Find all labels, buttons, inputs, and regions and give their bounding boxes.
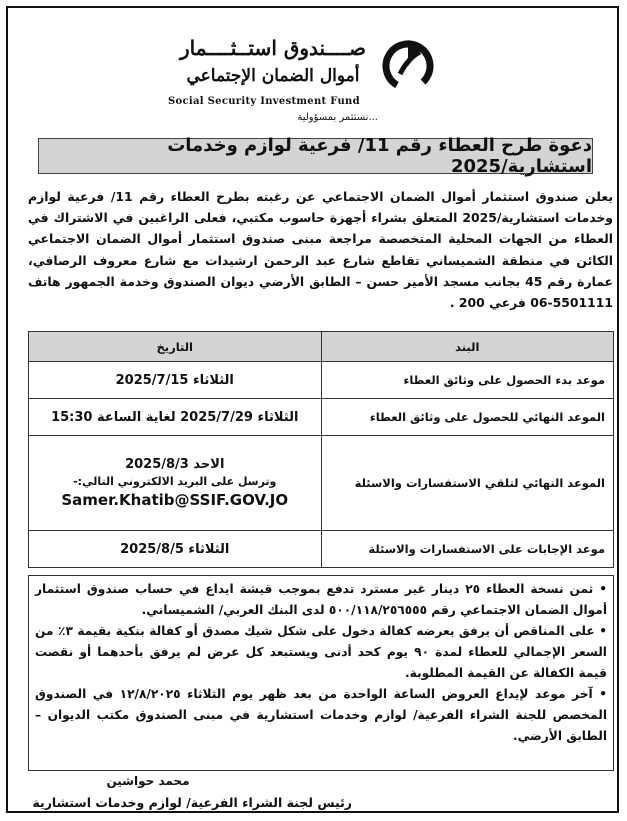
row-item: الموعد النهائي للحصول على وثائق العطاء — [321, 399, 614, 436]
row-date: الاحد 2025/8/3 — [125, 457, 225, 472]
table-row — [29, 399, 614, 436]
row-date: الثلاثاء 2025/8/5 — [29, 531, 322, 568]
org-name-ar-line2: أموال الضمان الإجتماعي — [186, 66, 360, 86]
table-row — [29, 362, 614, 399]
term-item: • آخر موعد لإيداع العروض الساعة الواحدة من بعد ظهر يوم الثلاثاء ١٢/٨/٢٠٢٥ في الصندوق المخصص للجنة الشراء الفرعية/ لوازم وخدمات استشارية في مبنى الصندوق مكتب الديوان – الطابق الأرضي. — [35, 687, 607, 743]
header — [8, 24, 617, 124]
signatory-title: رئيس لجنة الشراء الفرعية/ لوازم وخدمات استشارية — [32, 795, 352, 810]
advertisement-frame — [6, 6, 619, 813]
row-date: الثلاثاء 2025/7/15 — [29, 362, 322, 399]
row-date: الثلاثاء 2025/7/29 لغاية الساعة 15:30 — [29, 399, 322, 436]
header-date: التاريخ — [29, 332, 322, 362]
term-item: • على المناقص أن يرفق بعرضه كفالة دخول على شكل شيك مصدق أو كفالة بنكية بقيمة ٣٪ من السعر الإجمالي للعطاء لمدة ٩٠ يوم كحد أدنى ويستبعد كل عرض لم يرفق بأحدهما أو نقصت قيمة الكفالة عن القيمة المطلوبة. — [35, 624, 607, 680]
row-item: موعد بدء الحصول على وثائق العطاء — [321, 362, 614, 399]
fund-emblem-icon — [378, 34, 438, 94]
tender-title: دعوة طرح العطاء رقم 11/ فرعية لوازم وخدمات استشارية/2025 — [38, 138, 593, 174]
intro-paragraph: يعلن صندوق استثمار أموال الضمان الاجتماعي عن رغبته بطرح العطاء رقم 11/ فرعية لوازم وخدمات استشارية/2025 المتعلق بشراء أجهزة حاسوب مكتبي، فعلى الراغبين في الاشتراك في العطاء من الجهات المحلية المتخصصة مراجعة مبنى صندوق استثمار أموال الضمان الاجتماعي الكائن في منطقة الشميساني تقاطع شارع عبد الرحمن ارشيدات مع شارع معروف الرصافي، عمارة رقم 45 بجانب مسجد الأمير حسن – الطابق الأرضي ديوان الصندوق وخدمة الجمهور هاتف 5501111-06 فرعي 200 . — [28, 189, 613, 311]
row-note: وترسل على البريد الالكتروني التالي:- — [73, 475, 277, 488]
term-item: • ثمن نسخة العطاء ٢٥ دينار غير مسترد تدفع بموجب قيشة ايداع في حساب صندوق استثمار أموال الضمان الاجتماعي رقم ٥٠٠/١١٨/٢٥٦٥٥٥ لدى البنك العربي/ الشميساني. — [35, 582, 607, 617]
row-item: الموعد النهائي لتلقي الاستفسارات والاسئلة — [321, 436, 614, 531]
header-item: البند — [321, 332, 614, 362]
schedule-table — [28, 331, 614, 568]
row-item: موعد الإجابات على الاستفسارات والاسئلة — [321, 531, 614, 568]
org-name-en: Social Security Investment Fund — [168, 96, 360, 107]
row-date-cell — [29, 436, 322, 531]
table-row — [29, 436, 614, 531]
org-name-ar-line1: صــــندوق استــثــــمار — [180, 36, 366, 60]
signatory-name: محمد حواشين — [106, 774, 190, 788]
schedule-header-row — [29, 332, 614, 362]
table-row — [29, 531, 614, 568]
contact-email: Samer.Khatib@SSIF.GOV.JO — [61, 491, 289, 509]
terms-box — [28, 575, 614, 771]
slogan: ...نستثمر بمسؤولية — [297, 112, 378, 123]
